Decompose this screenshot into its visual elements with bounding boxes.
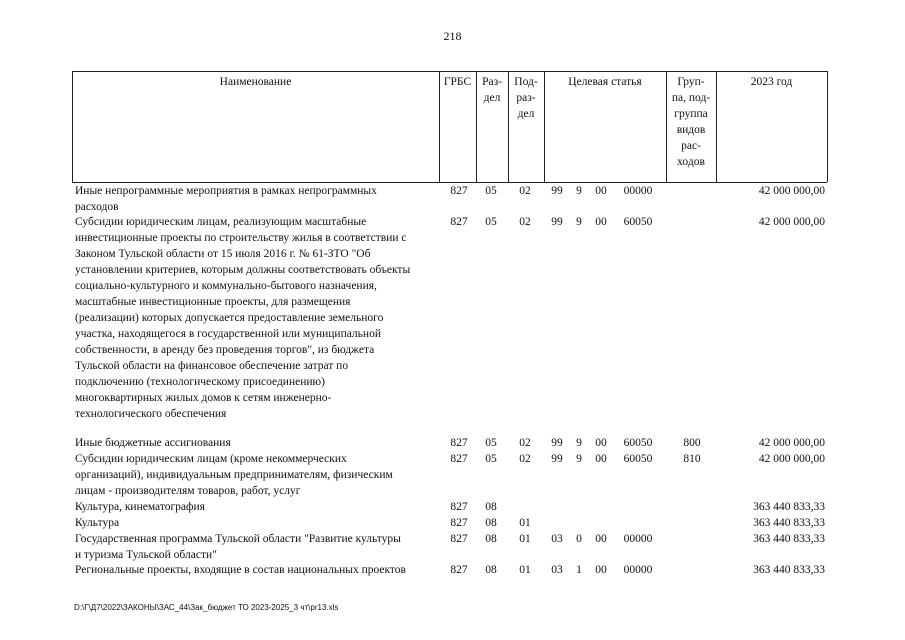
row-grbs: 827 bbox=[450, 501, 468, 513]
row-name: Субсидии юридическим лицам (кроме некоммерческих организаций), индивидуальным предпринимателям, физическим лицам - производителям товаров, работ, услуг bbox=[75, 453, 393, 497]
row-target-2: 0 bbox=[576, 533, 582, 545]
row-name: Субсидии юридическим лицам, реализующим масштабные инвестиционные проекты по строительству жилья в соответствии с Законом Тульской области от 15 июля 2016 г. № 61-ЗТО "Об установлении критериев, которым должны соответствовать объекты социально-культурного и коммунально-бытового назначения, масштабные инвестиционные проекты, для размещения (реализации) которых допускается предоставление земельного участка, находящегося в государственной или муниципальной собственности, в аренду без проведения торгов", из бюджета Тульской области на финансовое обеспечение затрат по подключению (технологическому присоединению) многоквартирных жилых домов к сетям инженерно- технологического обеспечения bbox=[75, 216, 411, 420]
row-name: Региональные проекты, входящие в состав национальных проектов bbox=[75, 564, 406, 576]
row-target-2: 9 bbox=[576, 185, 582, 197]
row-target-4: 00000 bbox=[623, 564, 653, 576]
row-target-1: 99 bbox=[551, 185, 563, 197]
row-razdel: 05 bbox=[485, 185, 497, 197]
row-target-1: 03 bbox=[551, 564, 563, 576]
row-grbs: 827 bbox=[450, 453, 468, 465]
row-razdel: 08 bbox=[485, 501, 497, 513]
header-group: Груп- па, под- группа видов рас- ходов bbox=[671, 76, 711, 168]
row-amount: 363 440 833,33 bbox=[753, 533, 825, 545]
row-target-3: 00 bbox=[595, 437, 607, 449]
row-razdel: 05 bbox=[485, 437, 497, 449]
row-amount: 42 000 000,00 bbox=[758, 216, 825, 228]
row-target-1: 03 bbox=[551, 533, 563, 545]
row-target-2: 1 bbox=[576, 564, 582, 576]
row-target-4: 00000 bbox=[623, 533, 653, 545]
row-razdel: 05 bbox=[485, 216, 497, 228]
row-amount: 42 000 000,00 bbox=[758, 185, 825, 197]
row-podrazdel: 02 bbox=[519, 437, 531, 449]
row-target-3: 00 bbox=[595, 533, 607, 545]
row-amount: 363 440 833,33 bbox=[753, 517, 825, 529]
row-target-3: 00 bbox=[595, 185, 607, 197]
row-razdel: 05 bbox=[485, 453, 497, 465]
header-grbs: ГРБС bbox=[443, 76, 472, 88]
table-top-border bbox=[72, 71, 827, 72]
row-razdel: 08 bbox=[485, 564, 497, 576]
row-grbs: 827 bbox=[450, 517, 468, 529]
col-border bbox=[827, 71, 828, 182]
row-grbs: 827 bbox=[450, 185, 468, 197]
header-target: Целевая статья bbox=[568, 76, 642, 88]
row-target-4: 60050 bbox=[623, 216, 653, 228]
row-amount: 42 000 000,00 bbox=[758, 437, 825, 449]
row-podrazdel: 02 bbox=[519, 216, 531, 228]
row-target-1: 99 bbox=[551, 453, 563, 465]
row-name: Культура bbox=[75, 517, 120, 529]
row-target-2: 9 bbox=[576, 437, 582, 449]
file-path-footer: D:\Г\Д7\2022\ЗАКОНЫ\ЗАС_44\Зак_бюджет ТО 2023-2025_3 чт\pr13.xls bbox=[74, 603, 339, 612]
row-podrazdel: 01 bbox=[519, 533, 531, 545]
row-target-4: 60050 bbox=[623, 437, 653, 449]
row-target-2: 9 bbox=[576, 216, 582, 228]
row-name: Государственная программа Тульской области "Развитие культуры и туризма Тульской области" bbox=[75, 533, 401, 561]
header-year: 2023 год bbox=[750, 76, 793, 88]
row-razdel: 08 bbox=[485, 517, 497, 529]
row-grbs: 827 bbox=[450, 564, 468, 576]
row-group: 810 bbox=[683, 453, 701, 465]
row-amount: 42 000 000,00 bbox=[758, 453, 825, 465]
row-name: Культура, кинематография bbox=[75, 501, 205, 513]
row-podrazdel: 01 bbox=[519, 564, 531, 576]
row-target-3: 00 bbox=[595, 564, 607, 576]
row-grbs: 827 bbox=[450, 216, 468, 228]
row-amount: 363 440 833,33 bbox=[753, 501, 825, 513]
row-target-2: 9 bbox=[576, 453, 582, 465]
row-name: Иные непрограммные мероприятия в рамках непрограммных расходов bbox=[75, 185, 377, 213]
header-podrazdel: Под- раз- дел bbox=[514, 76, 538, 120]
row-target-3: 00 bbox=[595, 216, 607, 228]
row-grbs: 827 bbox=[450, 437, 468, 449]
row-target-4: 00000 bbox=[623, 185, 653, 197]
page-number: 218 bbox=[443, 29, 462, 43]
row-grbs: 827 bbox=[450, 533, 468, 545]
row-podrazdel: 02 bbox=[519, 453, 531, 465]
row-amount: 363 440 833,33 bbox=[753, 564, 825, 576]
row-razdel: 08 bbox=[485, 533, 497, 545]
row-name: Иные бюджетные ассигнования bbox=[75, 437, 231, 449]
row-target-4: 60050 bbox=[623, 453, 653, 465]
row-podrazdel: 01 bbox=[519, 517, 531, 529]
row-target-1: 99 bbox=[551, 216, 563, 228]
row-podrazdel: 02 bbox=[519, 185, 531, 197]
row-group: 800 bbox=[683, 437, 701, 449]
row-target-3: 00 bbox=[595, 453, 607, 465]
header-name: Наименование bbox=[219, 76, 292, 88]
header-razdel: Раз- дел bbox=[482, 76, 502, 104]
row-target-1: 99 bbox=[551, 437, 563, 449]
